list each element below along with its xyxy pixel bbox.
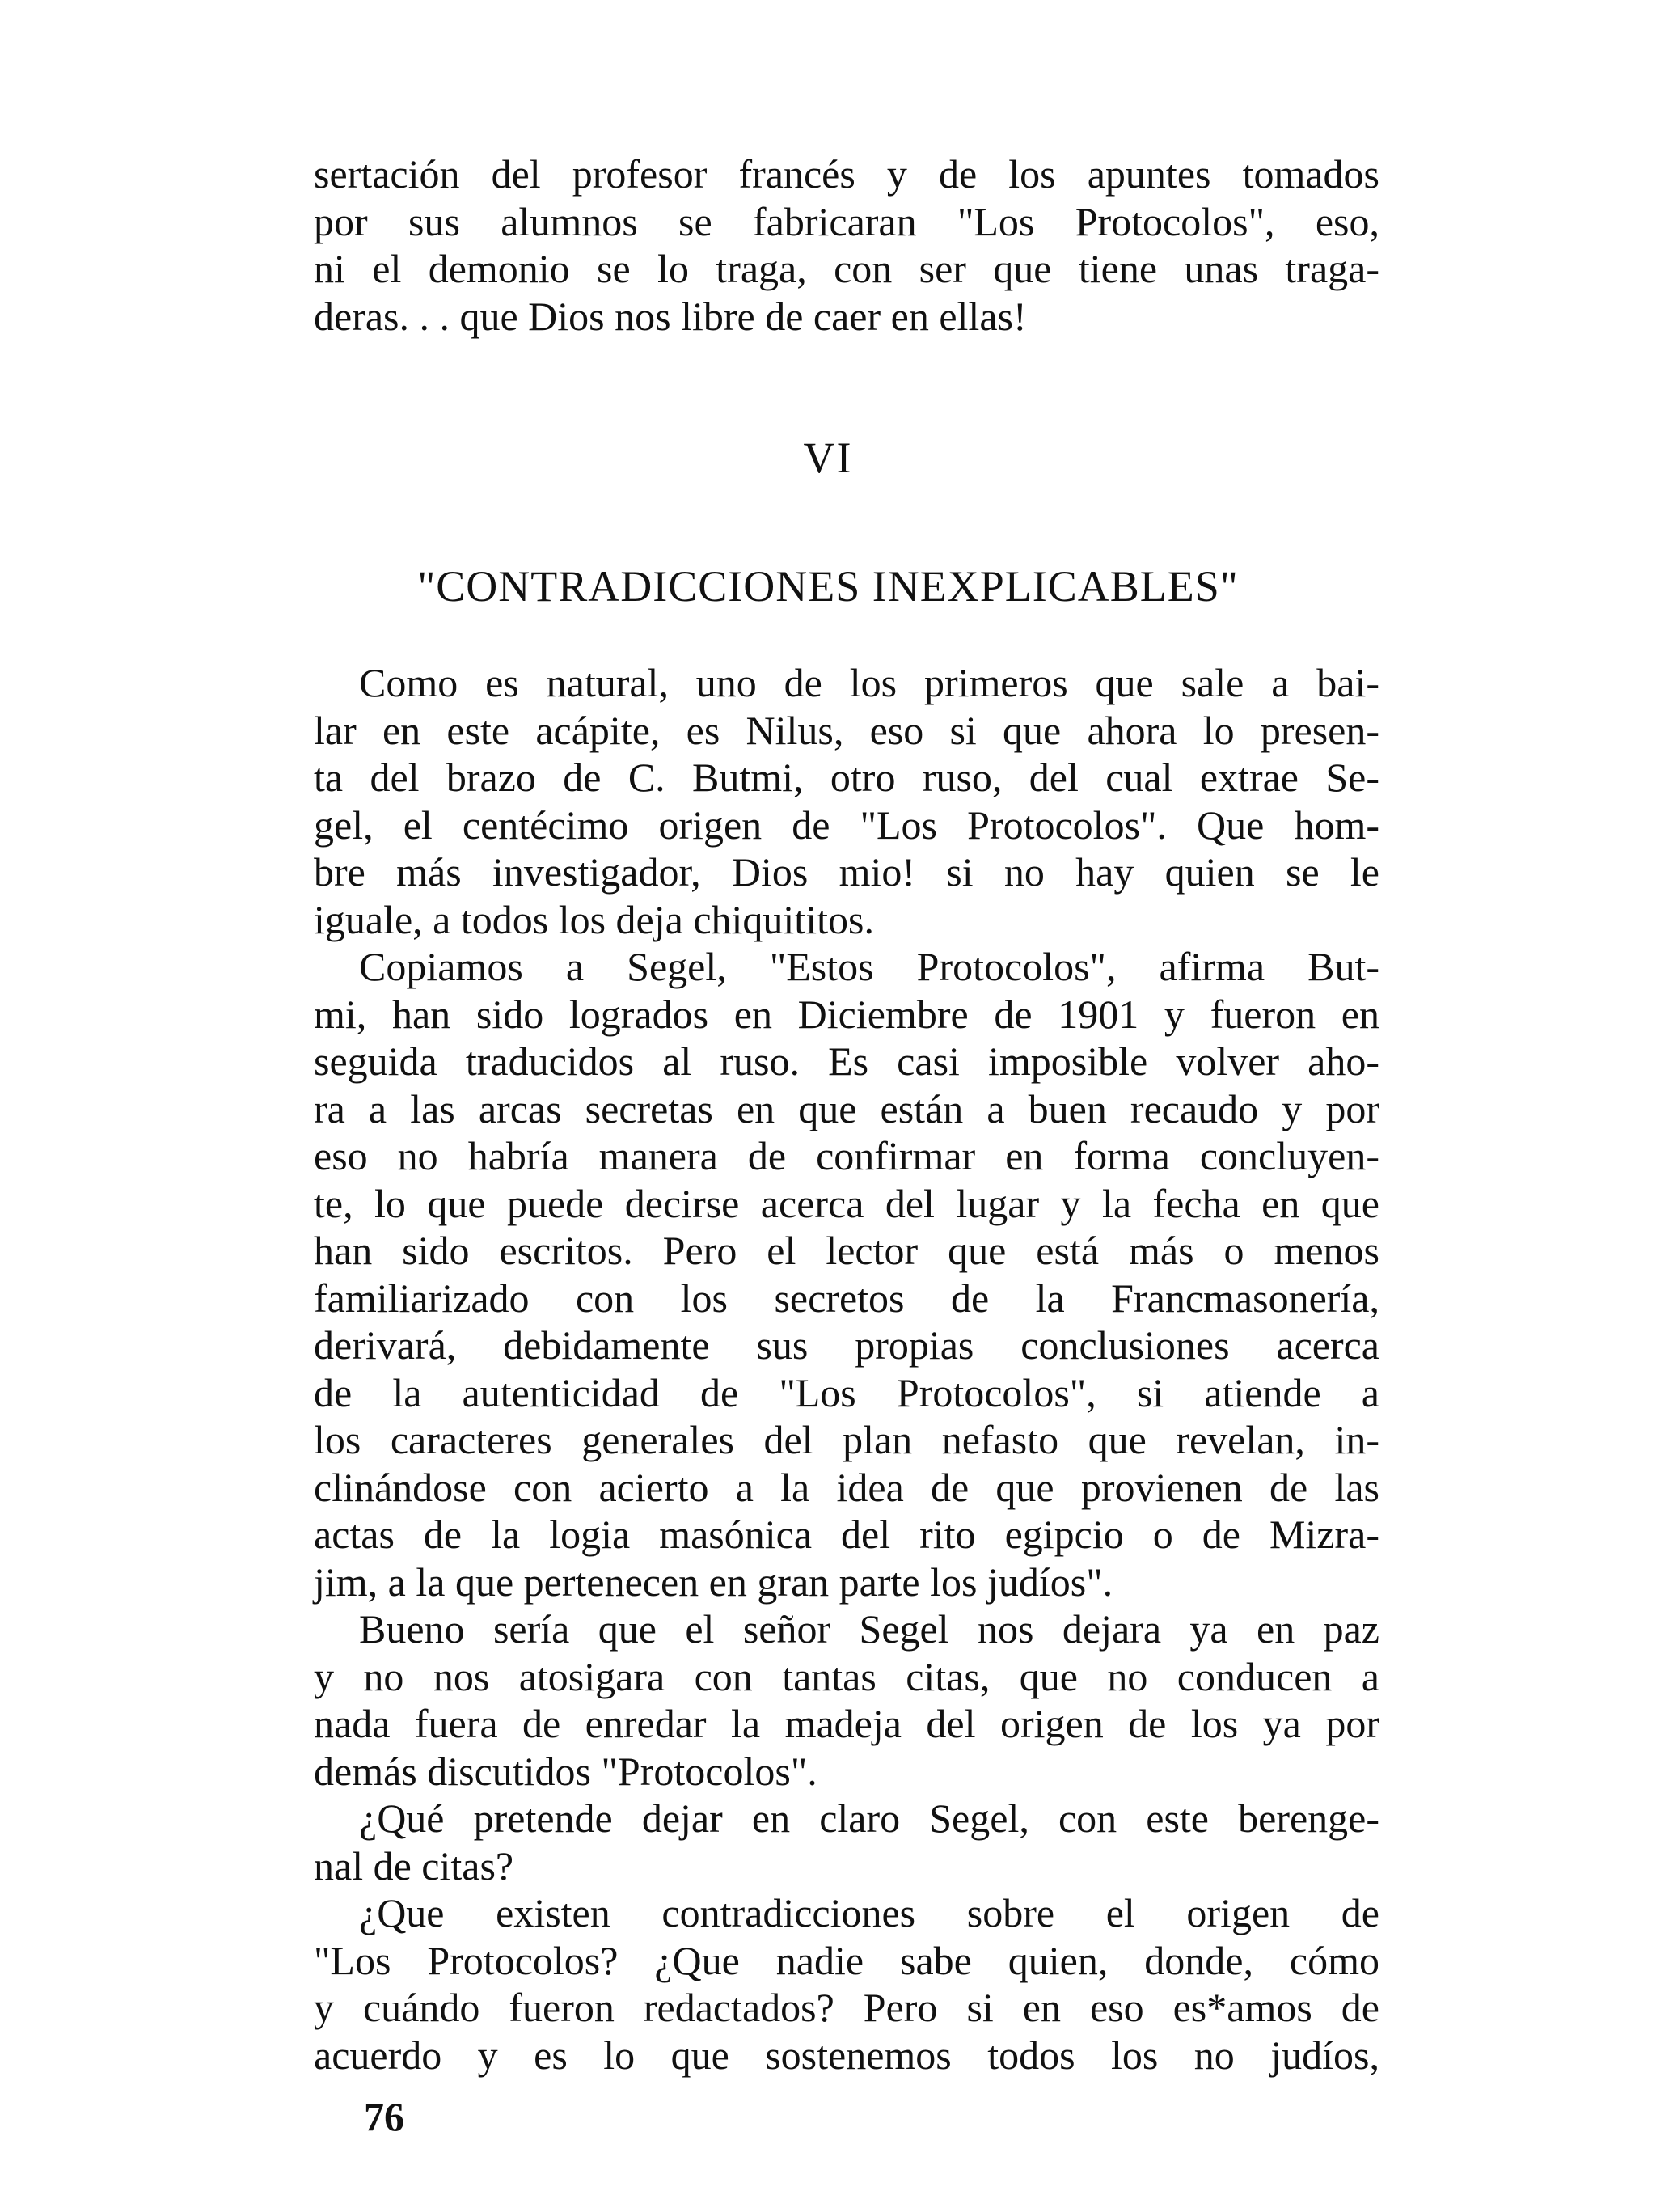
text-line: clinándose con acierto a la idea de que provienen de las [314, 1464, 1379, 1510]
text-line: nal de citas? [314, 1842, 514, 1888]
paragraph [314, 659, 1379, 943]
text-line: acuerdo y es lo que sostenemos todos los no judíos, [314, 2032, 1379, 2078]
text-line: y cuándo fueron redactados? Pero si en eso es*amos de [314, 1985, 1379, 2030]
text-line: eso no habría manera de confirmar en forma concluyen- [314, 1133, 1379, 1178]
text-line: demás discutidos "Protocolos". [314, 1748, 817, 1794]
text-line: "Los Protocolos? ¿Que nadie sabe quien, donde, cómo [314, 1937, 1379, 1983]
text-line: bre más investigador, Dios mio! si no hay quien se le [314, 849, 1379, 895]
text-line: familiarizado con los secretos de la Francmasonería, [314, 1275, 1379, 1321]
text-line: te, lo que puede decirse acerca del lugar y la fecha en que [314, 1180, 1379, 1226]
text-line: actas de la logia masónica del rito egipcio o de Mizra- [314, 1512, 1379, 1557]
text-line: sertación del profesor francés y de los apuntes tomados [314, 151, 1379, 197]
page-number: 76 [364, 2094, 404, 2139]
text-line: los caracteres generales del plan nefasto que revelan, in- [314, 1417, 1379, 1462]
text-line: de la autenticidad de "Los Protocolos", si atiende a [314, 1369, 1379, 1415]
paragraph [314, 1795, 1379, 1889]
text-line: Como es natural, uno de los primeros que sale a bai- [359, 660, 1379, 705]
text-line: ¿Que existen contradicciones sobre el origen de [359, 1890, 1379, 1935]
paragraph [314, 943, 1379, 1605]
text-line: por sus alumnos se fabricaran "Los Protocolos", eso, [314, 198, 1379, 244]
text-line: gel, el centécimo origen de "Los Protocolos". Que hom- [314, 801, 1379, 848]
text-line: derivará, debidamente sus propias conclusiones acerca [314, 1322, 1379, 1368]
chapter-title: "CONTRADICCIONES INEXPLICABLES" [417, 562, 1239, 611]
continued-paragraph [314, 150, 1379, 340]
text-line: ta del brazo de C. Butmi, otro ruso, del cual extrae Se- [314, 755, 1379, 800]
text-line: y no nos atosigara con tantas citas, que no conducen a [314, 1653, 1379, 1699]
text-line: jim, a la que pertenecen en gran parte los judíos". [314, 1559, 1113, 1605]
text-line: ra a las arcas secretas en que están a buen recaudo y por [314, 1085, 1379, 1131]
paragraph [314, 1889, 1379, 2079]
text-line: nada fuera de enredar la madeja del origen de los ya por [314, 1701, 1379, 1746]
text-line: seguida traducidos al ruso. Es casi imposible volver aho- [314, 1038, 1379, 1084]
text-line: Copiamos a Segel, "Estos Protocolos", afirma But- [359, 944, 1379, 989]
paragraph [314, 1605, 1379, 1795]
text-line: ¿Qué pretende dejar en claro Segel, con este berenge- [359, 1795, 1379, 1841]
text-line: lar en este acápite, es Nilus, eso si que ahora lo presen- [314, 707, 1379, 753]
text-line: Bueno sería que el señor Segel nos dejara ya en paz [359, 1606, 1379, 1652]
chapter-number: VI [803, 434, 853, 482]
text-line: han sido escritos. Pero el lector que está más o menos [314, 1228, 1379, 1273]
text-line: iguale, a todos los deja chiquititos. [314, 896, 874, 942]
chapter-body [314, 659, 1379, 2079]
text-line: deras. . . que Dios nos libre de caer en ellas! [314, 293, 1027, 339]
text-line: mi, han sido logrados en Diciembre de 1901 y fueron en [314, 991, 1379, 1037]
text-line: ni el demonio se lo traga, con ser que tiene unas traga- [314, 246, 1379, 291]
